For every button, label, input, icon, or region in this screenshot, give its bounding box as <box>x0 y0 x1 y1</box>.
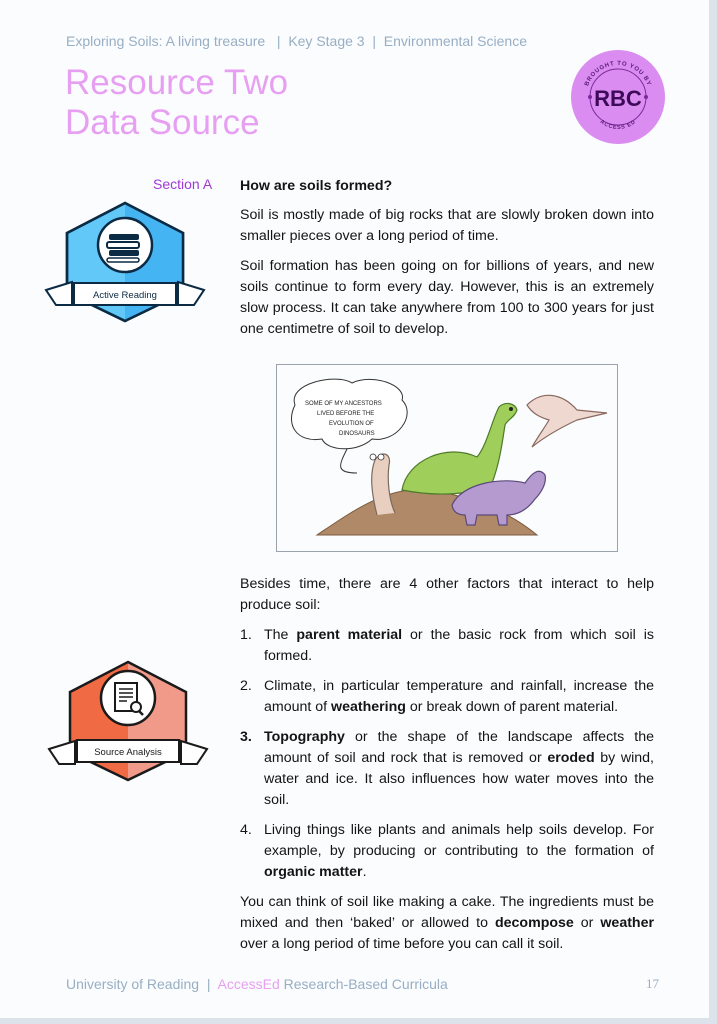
title-line-2: Data Source <box>65 103 260 142</box>
term-weather: weather <box>600 915 655 931</box>
footer-brand: AccessEd <box>217 976 280 992</box>
page-header <box>66 33 527 49</box>
speech-line-4: DINOSAURS <box>339 431 375 437</box>
list-number: 1. <box>240 627 252 643</box>
section-heading: How are soils formed? <box>240 178 393 194</box>
rbc-logo <box>571 50 665 144</box>
header-stage: Key Stage 3 <box>288 33 365 49</box>
page-number: 17 <box>646 976 659 991</box>
term-decompose: decompose <box>494 915 574 931</box>
list-item: 4. Living things like plants and animals help soils develop. For example, by producing or contributing to the formation of organic matter. <box>240 822 654 880</box>
header-separator: | <box>372 33 377 49</box>
term-parent-material: parent material <box>296 627 403 643</box>
header-course: Exploring Soils: A living treasure <box>66 33 266 49</box>
term-topography: Topography <box>264 729 345 745</box>
term-eroded: eroded <box>547 750 595 766</box>
list-item: 1. The parent material or the basic rock from which soil is formed. <box>240 627 655 664</box>
source-analysis-badge <box>47 656 209 784</box>
source-analysis-label: Source Analysis <box>94 747 162 758</box>
books-icon <box>107 234 139 262</box>
worm-dinosaurs-illustration <box>276 364 618 552</box>
paragraph-2: Soil formation has been going on for billions of years, and new soils continue to form every day. However, this is an extremely slow process. It can take anywhere from 100 to 300 years for just one centimetre of soil to develop. <box>240 258 654 337</box>
list-number: 4. <box>240 822 252 838</box>
speech-line-1: SOME OF MY ANCESTORS <box>305 401 382 407</box>
main-content <box>240 176 654 964</box>
speech-line-3: EVOLUTION OF <box>329 421 374 427</box>
term-organic-matter: organic matter <box>264 864 363 880</box>
footer-separator: | <box>206 976 211 992</box>
soil-factors-list <box>240 625 654 883</box>
paragraph-1: Soil is mostly made of big rocks that are slowly broken down into smaller pieces over a long period of time. <box>240 207 654 244</box>
list-item: 2. Climate, in particular temperature and rainfall, increase the amount of weathering or break down of parent material. <box>240 678 654 715</box>
header-separator: | <box>276 33 281 49</box>
logo-text: RBC <box>594 86 642 111</box>
footer-university: University of Reading <box>66 976 200 992</box>
page-footer <box>66 976 448 992</box>
title-line-1: Resource Two <box>65 63 289 102</box>
list-item: 3. Topography or the shape of the landscape affects the amount of soil and rock that is removed or eroded by wind, water and ice. It also influences how water moves into the soil. <box>240 729 654 808</box>
logo-ring-bottom: ACCESS ED <box>598 118 638 132</box>
list-number: 2. <box>240 678 252 694</box>
paragraph-4: You can think of soil like making a cake. The ingredients must be mixed and then ‘baked’ or allowed to decompose or weather over a long period of time before you can call it soil. <box>240 894 655 952</box>
paragraph-3: Besides time, there are 4 other factors that interact to help produce soil: <box>240 576 654 613</box>
logo-ring-top: BROUGHT TO YOU BY <box>584 60 652 88</box>
header-subject: Environmental Science <box>383 33 527 49</box>
list-number: 3. <box>240 729 252 745</box>
section-label: Section A <box>153 176 213 192</box>
speech-line-2: LIVED BEFORE THE <box>317 411 375 417</box>
term-weathering: weathering <box>331 699 406 715</box>
page-title <box>65 63 288 143</box>
active-reading-badge <box>44 197 206 325</box>
footer-rest: Research-Based Curricula <box>279 976 448 992</box>
active-reading-label: Active Reading <box>93 290 157 301</box>
